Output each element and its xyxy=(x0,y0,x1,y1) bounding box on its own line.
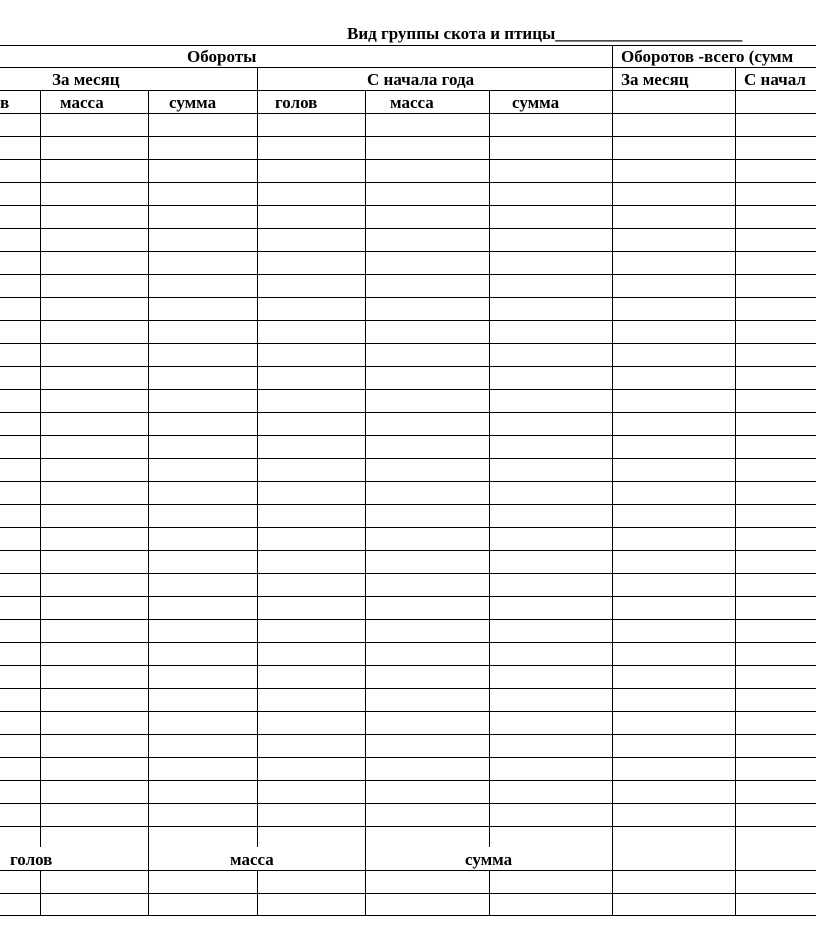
header-total-per-month: За месяц xyxy=(621,70,689,89)
table-row xyxy=(0,228,816,229)
table-row xyxy=(0,297,816,298)
footer-mass: масса xyxy=(230,850,274,869)
table-row xyxy=(0,527,816,528)
table-hline xyxy=(0,67,816,68)
table-row xyxy=(0,550,816,551)
footer-heads: голов xyxy=(10,850,53,869)
table-row xyxy=(0,113,816,114)
col-divider xyxy=(40,870,41,915)
table-row xyxy=(0,596,816,597)
col-divider xyxy=(257,870,258,915)
table-row xyxy=(0,274,816,275)
table-row xyxy=(0,343,816,344)
col-divider xyxy=(257,67,258,847)
col-divider xyxy=(735,67,736,915)
col-divider xyxy=(489,90,490,847)
table-row xyxy=(0,435,816,436)
table-row xyxy=(0,159,816,160)
table-hline xyxy=(0,90,816,91)
table-row xyxy=(0,504,816,505)
col-mass-year: масса xyxy=(390,93,434,112)
table-row xyxy=(0,481,816,482)
table-row xyxy=(0,642,816,643)
table-top-border xyxy=(0,45,816,46)
table-row xyxy=(0,803,816,804)
header-per-month: За месяц xyxy=(52,70,120,89)
table-row xyxy=(0,366,816,367)
col-heads-year: голов xyxy=(275,93,318,112)
table-row xyxy=(0,665,816,666)
header-turnovers-total: Оборотов -всего (сумм xyxy=(621,47,794,66)
footer-sum: сумма xyxy=(465,850,513,869)
header-since-year-start: С начала года xyxy=(367,70,475,89)
table-row xyxy=(0,573,816,574)
col-sum-month: сумма xyxy=(169,93,217,112)
col-divider xyxy=(365,90,366,847)
table-row xyxy=(0,711,816,712)
table-row xyxy=(0,182,816,183)
header-total-since-start: С начал xyxy=(744,70,806,89)
table-row xyxy=(0,619,816,620)
col-divider xyxy=(148,90,149,847)
table-row xyxy=(0,458,816,459)
form-title: Вид группы скота и птицы______________________ xyxy=(347,24,743,43)
table-row xyxy=(0,688,816,689)
table-row xyxy=(0,205,816,206)
col-sum-year: сумма xyxy=(512,93,560,112)
table-row xyxy=(0,826,816,827)
table-row xyxy=(0,412,816,413)
header-turnovers: Обороты xyxy=(187,47,257,66)
table-row xyxy=(0,320,816,321)
col-heads-partial: в xyxy=(0,93,10,112)
col-mass-month: масса xyxy=(60,93,104,112)
table-row xyxy=(0,780,816,781)
table-row xyxy=(0,734,816,735)
col-divider xyxy=(148,847,149,915)
table-row xyxy=(0,893,816,894)
col-divider xyxy=(612,45,613,915)
table-row xyxy=(0,251,816,252)
table-bottom-border xyxy=(0,915,816,916)
table-row xyxy=(0,757,816,758)
col-divider xyxy=(489,870,490,915)
table-row xyxy=(0,136,816,137)
table-row xyxy=(0,389,816,390)
table-row xyxy=(0,870,816,871)
col-divider xyxy=(40,90,41,847)
col-divider xyxy=(365,847,366,915)
